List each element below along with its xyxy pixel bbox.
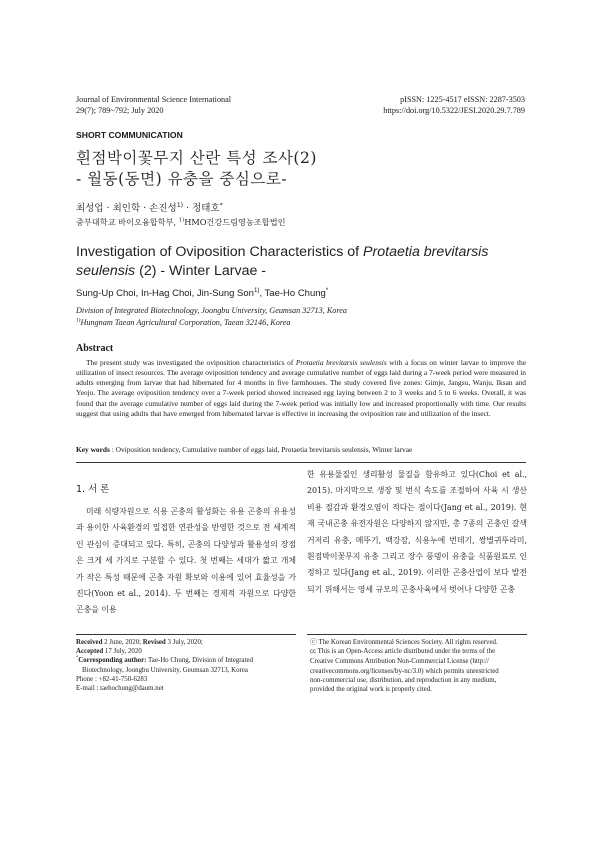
accepted-label: Accepted	[76, 648, 104, 656]
abstract-text-part2: with a focus on winter larvae to improve the utilization of insect resources. The average oviposition tendency and average cumulative number of eggs laid during a 7-week period were measured in adults emerging from larvae that had hibernated for 4 months in five farmhouses. The study covered five zones: Gimje, Jangsu, Wanju, Iksan and Yeoju. The average oviposition tendency over a 7-week period showed increased egg laying between 2 to 3 weeks and 5 to 6 weeks. Overall, it was found that the average cumulative number of eggs laid during the 7-week period was initially low and increased proportionally with time. Our results suggest that using adults that have emerged from hibernated larvae is effective in increasing the oviposition rate and utilization of the insect.	[76, 358, 526, 418]
section-heading-intro: 1. 서 론	[76, 484, 110, 495]
journal-doi[interactable]: https://doi.org/10.5322/JESI.2020.29.7.789	[383, 105, 525, 115]
body-column-right	[307, 467, 527, 598]
license-line1	[310, 647, 530, 657]
email[interactable]: E-mail : taehochung@daum.net	[76, 685, 164, 693]
footnote-right	[310, 638, 530, 694]
en-title-part1: Investigation of Oviposition Characteristics of	[76, 244, 364, 260]
keywords-label: Key words	[76, 445, 110, 454]
kr-affiliation-part2: HMO건강드림영농조합법인	[184, 217, 286, 227]
abstract-body	[76, 358, 526, 419]
kr-authors-sup1: 1)	[176, 201, 184, 209]
en-title-part2: (2) - Winter Larvae -	[135, 263, 267, 279]
en-authors-sup2: *	[325, 286, 329, 294]
en-affiliation-line2	[76, 317, 347, 329]
kr-authors	[76, 200, 223, 214]
en-affiliation-line1: Division of Integrated Biotechnology, Joongbu University, Geumsan 32713, Korea	[76, 306, 347, 315]
journal-issn-block	[325, 95, 525, 116]
received-label: Received	[76, 639, 103, 646]
en-affiliation-line2-text: Hungnam Taean Agricultural Corporation, Taean 32146, Korea	[80, 318, 291, 327]
corresponding-address: Biotechnology, Joongbu University, Geumsan 32713, Korea	[82, 666, 248, 674]
abstract-text	[76, 358, 526, 419]
license-line1-text: This is an Open-Access article distributed under the terms of the	[317, 648, 496, 656]
en-title	[76, 243, 536, 281]
received-date: 2 June, 2020;	[102, 639, 143, 646]
license-line2: Creative Commons Attribution Non-Commercial License (http://	[310, 658, 489, 666]
kr-affiliation-part1: 중부대학교 바이오융합학부,	[76, 217, 179, 227]
copyright-line: ⓒ The Korean Environmental Sciences Society. All rights reserved.	[310, 639, 498, 646]
en-authors-part2: , Tae-Ho Chung	[259, 288, 326, 299]
journal-name: Journal of Environmental Science International	[76, 95, 232, 104]
revised-label: Revised	[142, 639, 166, 646]
license-line3[interactable]: creativecommons.org/licenses/by-nc/3.0) which permits unrestricted	[310, 667, 499, 675]
keywords	[76, 445, 526, 454]
corresponding-name: Tae-Ho Chung, Division of Integrated	[146, 657, 254, 665]
kr-authors-sup2: *	[219, 201, 223, 209]
en-authors	[76, 288, 328, 299]
footnote-left	[76, 638, 296, 693]
abstract-divider	[76, 462, 526, 463]
kr-title	[76, 148, 317, 190]
abstract-text-part1: The present study was investigated the oviposition characteristics of	[86, 358, 296, 367]
kr-authors-part1: 최성업 · 최인학 · 손진성	[76, 203, 177, 214]
keywords-text: : Oviposition tendency, Cumulative number of eggs laid, Protaetia brevitarsis seulensis, Winter larvae	[109, 445, 413, 454]
license-line4: non-commercial use, distribution, and reproduction in any medium,	[310, 676, 497, 684]
en-authors-sup1: 1)	[253, 286, 260, 294]
corresponding-label: Corresponding author:	[78, 657, 147, 665]
journal-volume: 29(7); 789~792; July 2020	[76, 105, 164, 115]
abstract-species: Protaetia brevitarsis seulensis	[295, 358, 387, 367]
revised-date: 3 July, 2020;	[165, 639, 203, 646]
cc-license-icon: cc	[310, 649, 316, 656]
section-type: SHORT COMMUNICATION	[76, 130, 183, 140]
body-paragraph-left: 미래 식량자원으로 식용 곤충의 활성화는 유용 곤충의 유용성과 용이한 사육환경의 밀접한 연관성을 반영한 것으로 전 세계적인 관심이 증대되고 있다. 특히, 곤충의 다양성과 활용성의 장점은 크게 세 가지로 구분할 수 있다. 첫 번째는 세대가 짧고 개체가 작은 특성 때문에 곤충 자원 확보와 이용에 있어 효율성을 가진다(Yoon et al., 2014). 두 번째는 경제적 자원으로 다양한 곤충을 이용	[76, 507, 296, 615]
en-affiliation-sup: 1)	[76, 317, 81, 324]
en-authors-part1: Sung-Up Choi, In-Hag Choi, Jin-Sung Son	[76, 288, 254, 299]
en-affiliation	[76, 305, 347, 329]
kr-affiliation-sup: 1)	[178, 217, 185, 224]
footnote-divider-left	[76, 634, 296, 635]
body-paragraph-right: 한 유용물질인 생리활성 물질을 함유하고 있다(Choi et al., 2015). 마지막으로 생장 및 번식 속도를 조절하여 사육 시 생산비용 절감과 환경오염이 적다는 점이다(Jang et al., 2019). 현재 국내곤충 유전자원은 다양하지 않지만, 총 7종의 곤충인 갈색거저리 유충, 메뚜기, 백강잠, 식용누에 번데기, 쌍별귀뚜라미, 흰점박이꽃무지 유충 그리고 장수 풍뎅이 유충을 식품원료로 인정하고 있다(Jang et al., 2019). 이러한 곤충산업이 보다 발전되기 위해서는 영세 규모의 곤충사육에서 벗어나 다양한 곤충	[307, 470, 527, 594]
journal-header	[76, 95, 231, 116]
body-column-left	[76, 504, 296, 619]
received-line	[76, 638, 296, 647]
accepted-date: 17 July, 2020	[103, 648, 142, 656]
kr-title-line2: - 월동(동면) 유충을 중심으로-	[76, 170, 288, 188]
kr-authors-part2: · 정태호	[183, 203, 220, 214]
accepted-line	[76, 647, 296, 656]
kr-title-line1: 흰점박이꽃무지 산란 특성 조사(2)	[76, 149, 317, 167]
corresponding-line: *Corresponding author: Tae-Ho Chung, Division of Integrated	[76, 655, 254, 665]
kr-affiliation	[76, 217, 286, 228]
en-title-species: Protaetia brevitarsis seulensis	[76, 244, 489, 279]
phone: Phone : +82-41-750-6283	[76, 675, 148, 683]
license-line5: provided the original work is properly cited.	[310, 686, 432, 694]
journal-issn: pISSN: 1225-4517 eISSN: 2287-3503	[400, 95, 525, 104]
abstract-heading: Abstract	[76, 343, 114, 354]
footnote-divider-right	[307, 634, 527, 635]
